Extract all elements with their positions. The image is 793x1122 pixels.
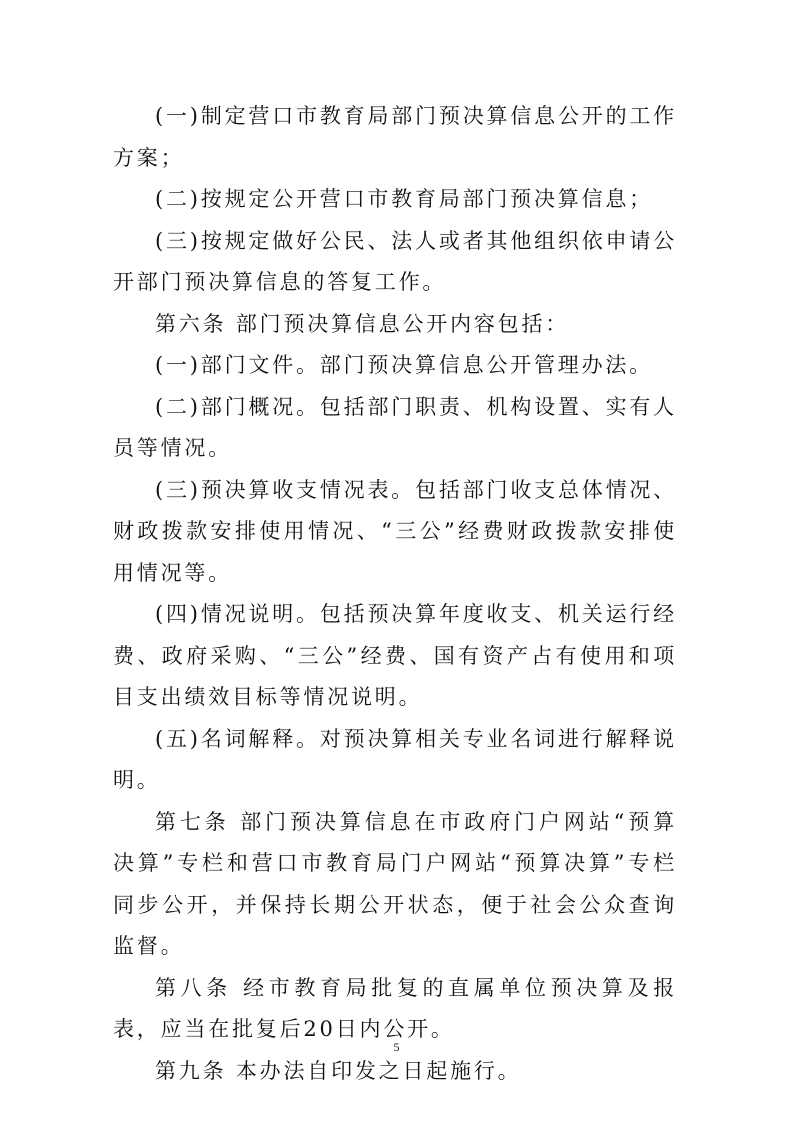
paragraph-item-1: (一)制定营口市教育局部门预决算信息公开的工作方案； xyxy=(113,104,677,170)
paragraph-department-overview: (二)部门概况。包括部门职责、机构设置、实有人员等情况。 xyxy=(113,394,677,460)
paragraph-budget-tables: (三)预决算收支情况表。包括部门收支总体情况、财政拨款安排使用情况、“三公”经费财政拨款安排使用情况等。 xyxy=(113,477,677,585)
article-eight: 第八条 经市教育局批复的直属单位预决算及报表，应当在批复后20日内公开。 xyxy=(113,975,677,1041)
article-six-heading: 第六条 部门预决算信息公开内容包括： xyxy=(155,311,570,336)
document-body xyxy=(113,96,677,1092)
paragraph-glossary: (五)名词解释。对预决算相关专业名词进行解释说明。 xyxy=(113,726,677,792)
paragraph-item-3: (三)按规定做好公民、法人或者其他组织依申请公开部门预决算信息的答复工作。 xyxy=(113,228,677,294)
paragraph-item-2: (二)按规定公开营口市教育局部门预决算信息； xyxy=(155,187,653,211)
article-seven: 第七条 部门预决算信息在市政府门户网站“预算决算”专栏和营口市教育局门户网站“预算决算”专栏同步公开，并保持长期公开状态，便于社会公众查询监督。 xyxy=(113,809,677,958)
page-number: 5 xyxy=(393,1040,400,1054)
paragraph-department-documents: (一)部门文件。部门预决算信息公开管理办法。 xyxy=(155,353,653,377)
paragraph-explanation: (四)情况说明。包括预决算年度收支、机关运行经费、政府采购、“三公”经费、国有资产占有使用和项目支出绩效目标等情况说明。 xyxy=(113,602,677,709)
article-nine: 第九条 本办法自印发之日起施行。 xyxy=(155,1058,522,1083)
